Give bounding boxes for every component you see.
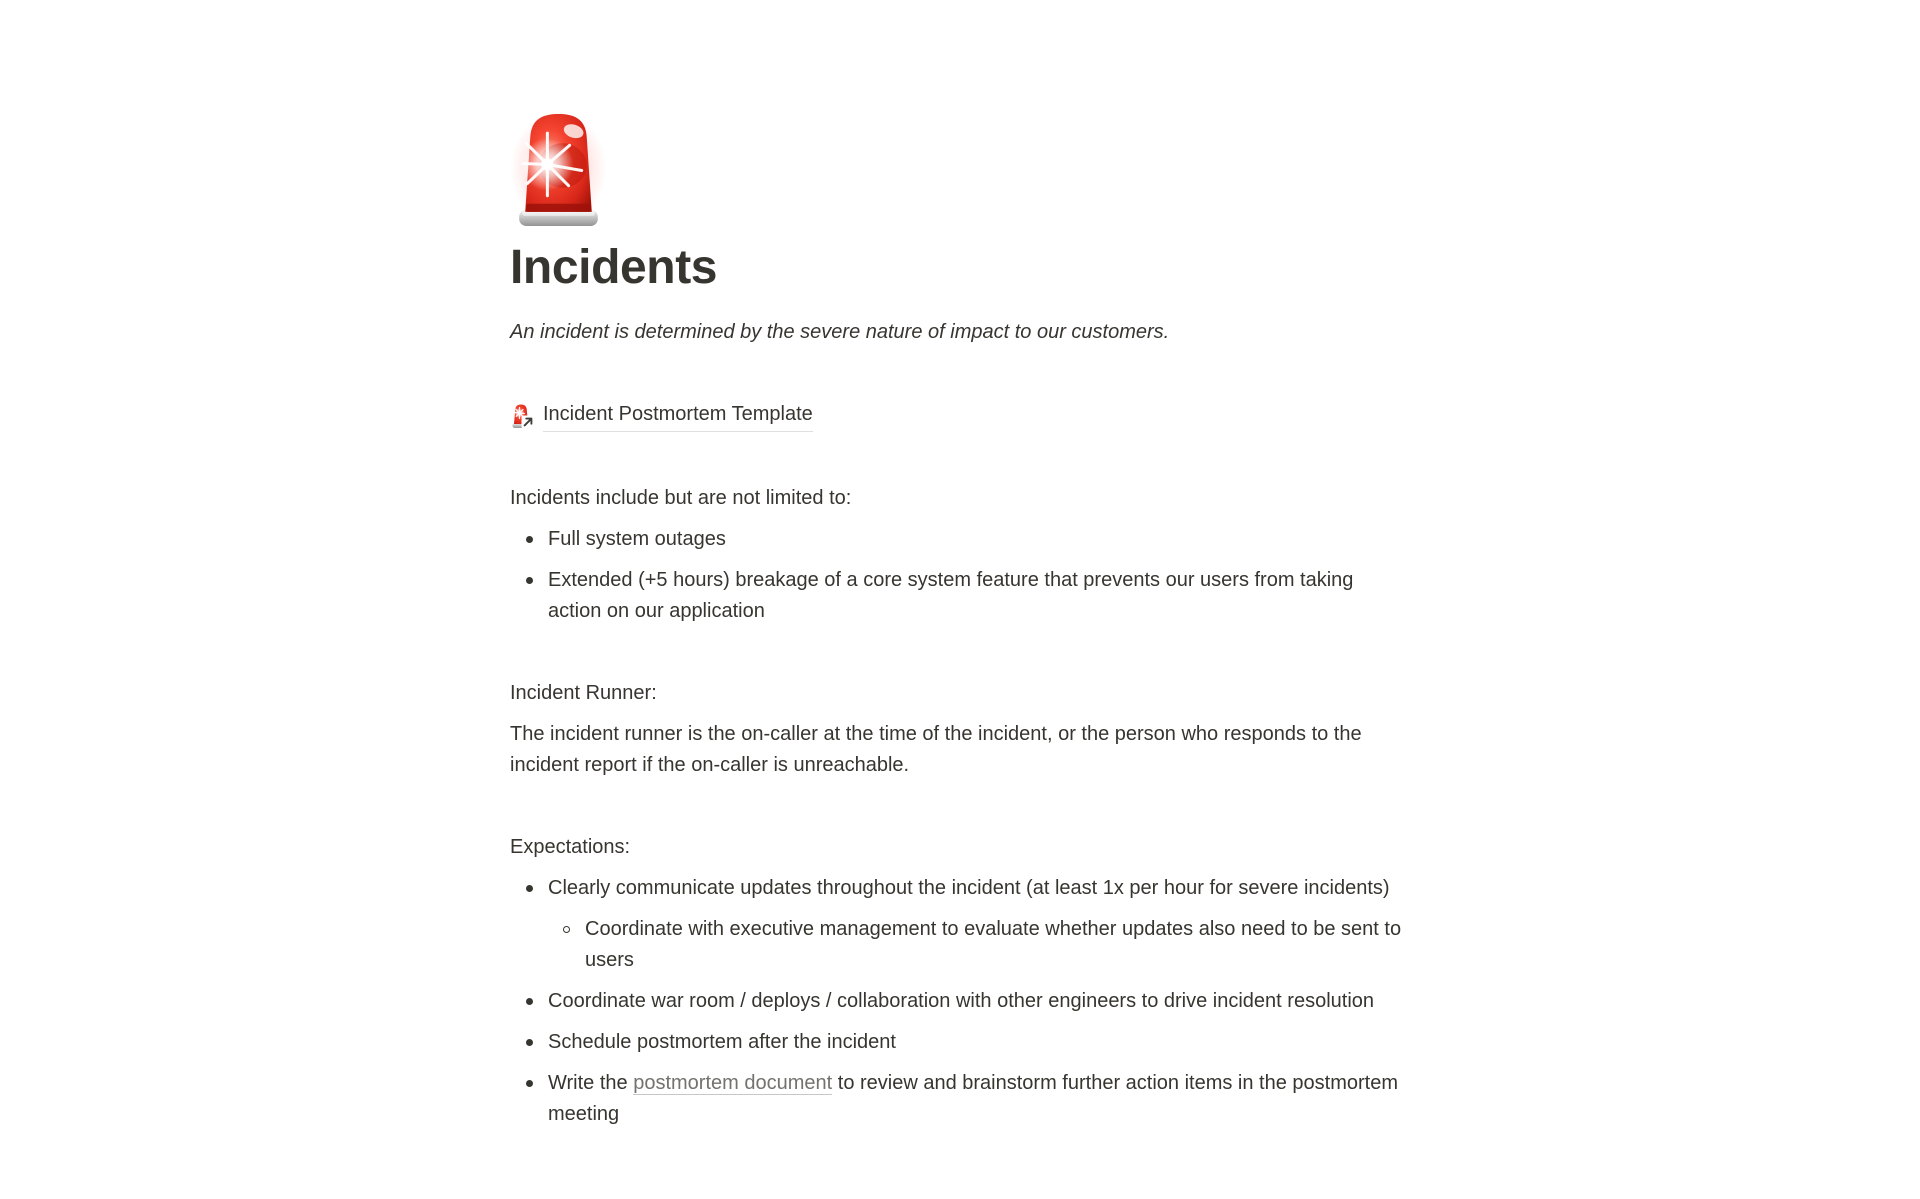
bullet-disc-marker [510, 524, 548, 555]
page-title: Incidents [510, 241, 718, 294]
page-icon-police-light[interactable] [510, 110, 607, 227]
empty-block [510, 442, 1410, 473]
empty-block [510, 637, 1410, 668]
bullet-communicate-updates: Clearly communicate updates throughout the incident (at least 1x per hour for severe incidents) [510, 873, 1410, 904]
bullet-circle-marker [547, 914, 585, 976]
empty-block [510, 791, 1410, 822]
expectations-heading: Expectations: [510, 835, 631, 858]
incident-postmortem-template-link[interactable] [510, 399, 813, 432]
bullet-disc-marker [510, 986, 548, 1017]
bullet-full-system-outages: Full system outages [510, 524, 1410, 555]
bullet-disc-marker [510, 565, 548, 627]
write-suffix-text: to review and brainstorm further action items in the postmortem meeting [548, 1071, 1398, 1125]
incident-runner-heading: Incident Runner: [510, 681, 657, 704]
empty-block [510, 358, 1410, 389]
write-prefix-text: Write the [548, 1071, 634, 1094]
bullet-schedule-postmortem: Schedule postmortem after the incident [510, 1027, 1410, 1058]
police-light-icon [510, 110, 607, 227]
police-light-page-link-icon [510, 403, 534, 429]
document-page [510, 0, 1410, 1130]
bullet-war-room: Coordinate war room / deploys / collaboration with other engineers to drive incident resolution [510, 986, 1410, 1017]
intro-heading: Incidents include but are not limited to: [510, 486, 852, 509]
bullet-write-postmortem [510, 1068, 1410, 1130]
sub-bullet-coordinate-executive: Coordinate with executive management to evaluate whether updates also need to be sent to users [547, 914, 1410, 976]
postmortem-document-link[interactable]: postmortem document [633, 1071, 833, 1094]
bullet-disc-marker [510, 1068, 548, 1130]
bullet-disc-marker [510, 873, 548, 904]
template-link-label: Incident Postmortem Template [543, 399, 813, 432]
incident-runner-body: The incident runner is the on-caller at the time of the incident, or the person who responds to the incident report if the on-caller is unreachable. [510, 722, 1362, 776]
bullet-disc-marker [510, 1027, 548, 1058]
bullet-extended-breakage: Extended (+5 hours) breakage of a core system feature that prevents our users from taking action on our application [510, 565, 1410, 627]
template-link-block [510, 399, 1410, 432]
page-subtitle: An incident is determined by the severe nature of impact to our customers. [510, 320, 1170, 343]
